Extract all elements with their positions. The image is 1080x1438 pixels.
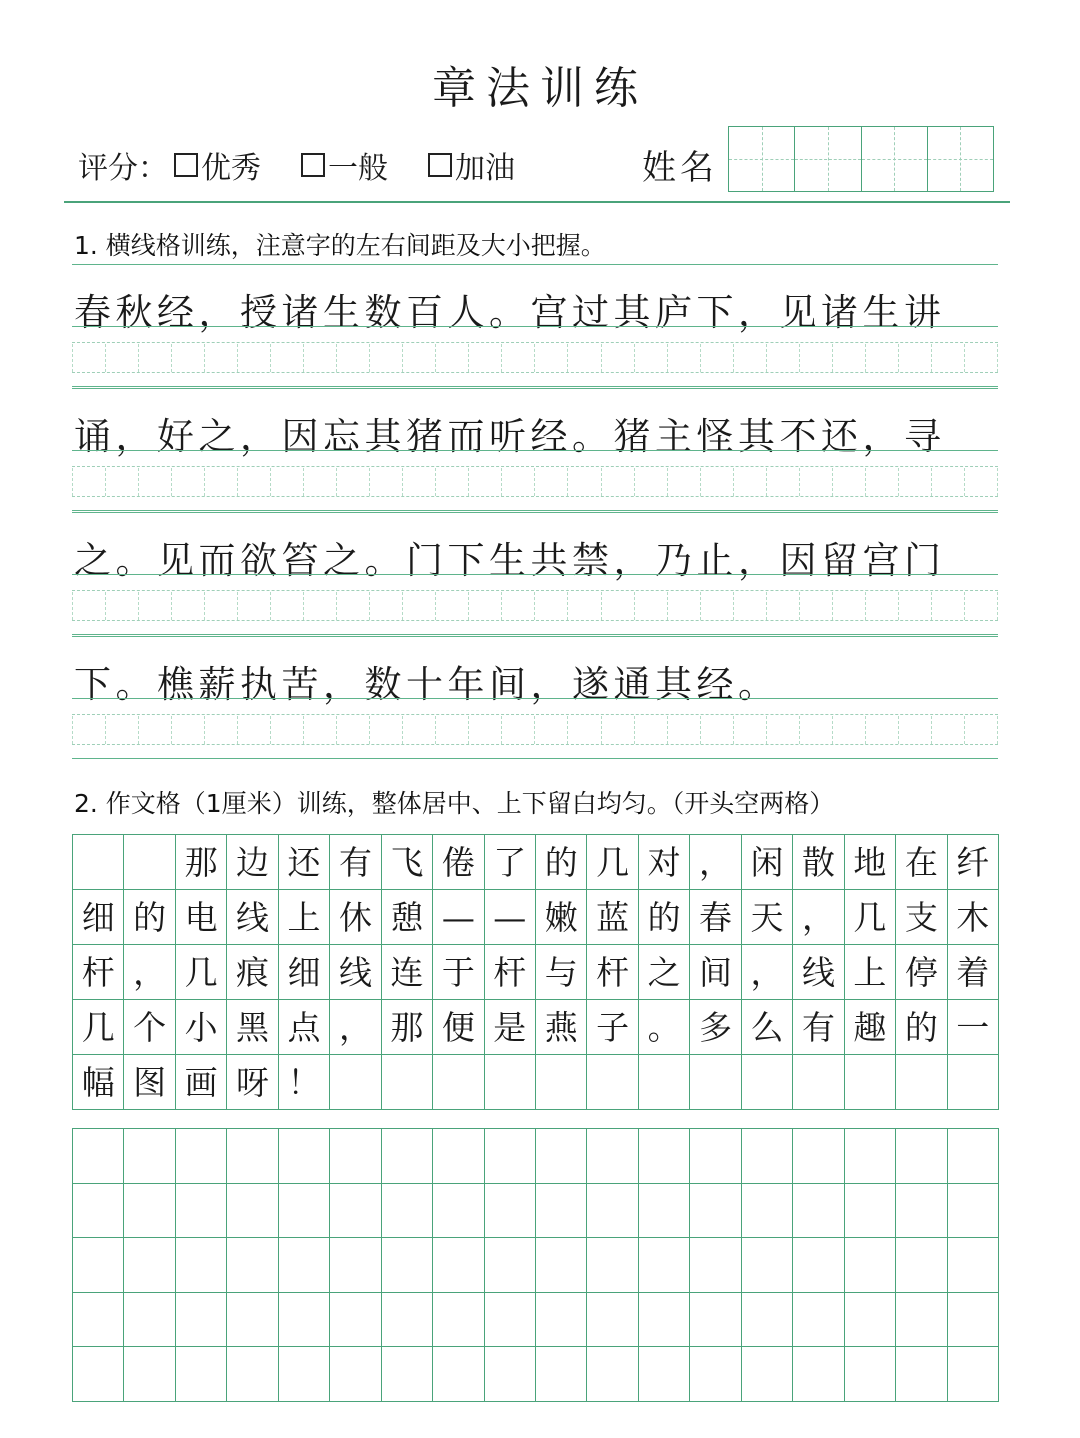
empty-grid-cell[interactable] — [485, 1293, 536, 1348]
ruled-line — [72, 758, 998, 759]
grid-cell: 燕 — [536, 1000, 587, 1055]
empty-grid-cell[interactable] — [73, 1347, 124, 1402]
grid-cell: 便 — [433, 1000, 484, 1055]
empty-grid-cell[interactable] — [279, 1184, 330, 1239]
ruled-line — [72, 698, 998, 699]
empty-grid-cell[interactable] — [587, 1129, 638, 1184]
grid-cell: 蓝 — [587, 890, 638, 945]
grid-cell: 散 — [793, 835, 844, 890]
empty-grid-cell[interactable] — [742, 1293, 793, 1348]
empty-grid-cell[interactable] — [948, 1129, 999, 1184]
empty-grid-cell[interactable] — [690, 1238, 741, 1293]
grid-cell: — — [485, 890, 536, 945]
empty-grid-cell[interactable] — [382, 1129, 433, 1184]
empty-grid-cell[interactable] — [896, 1184, 947, 1239]
empty-grid-cell[interactable] — [845, 1184, 896, 1239]
grid-cell: 杆 — [73, 945, 124, 1000]
empty-grid-cell[interactable] — [536, 1184, 587, 1239]
grid-cell: 之 — [639, 945, 690, 1000]
empty-grid-cell[interactable] — [845, 1238, 896, 1293]
grid-cell: ， — [793, 890, 844, 945]
dashed-line — [72, 342, 998, 343]
grid-cell: 画 — [176, 1055, 227, 1110]
grid-cell: 一 — [948, 1000, 999, 1055]
grid-cell: 停 — [896, 945, 947, 1000]
empty-grid-cell[interactable] — [896, 1129, 947, 1184]
empty-grid-cell[interactable] — [227, 1293, 278, 1348]
name-label: 姓名 — [642, 148, 718, 188]
empty-grid-cell[interactable] — [536, 1238, 587, 1293]
empty-grid-cell[interactable] — [227, 1129, 278, 1184]
checkbox[interactable] — [301, 153, 325, 177]
name-cell[interactable] — [862, 127, 928, 191]
empty-grid-cell[interactable] — [330, 1184, 381, 1239]
grid-cell — [896, 1055, 947, 1110]
empty-grid-cell[interactable] — [124, 1184, 175, 1239]
composition-grid-empty[interactable] — [72, 1128, 999, 1402]
empty-grid-cell[interactable] — [433, 1347, 484, 1402]
grid-cell: 细 — [279, 945, 330, 1000]
empty-grid-cell[interactable] — [124, 1129, 175, 1184]
grid-cell — [845, 1055, 896, 1110]
empty-grid-cell[interactable] — [227, 1184, 278, 1239]
grid-cell: 于 — [433, 945, 484, 1000]
grid-cell: 那 — [176, 835, 227, 890]
empty-grid-cell[interactable] — [793, 1184, 844, 1239]
empty-grid-cell[interactable] — [330, 1238, 381, 1293]
composition-grid-filled — [72, 834, 999, 1110]
section1-title: 1. 横线格训练，注意字的左右间距及大小把握。 — [74, 231, 606, 260]
empty-grid-cell[interactable] — [793, 1129, 844, 1184]
grid-cell: 线 — [330, 945, 381, 1000]
grid-cell — [485, 1055, 536, 1110]
ruled-line — [72, 450, 998, 451]
grid-cell: 对 — [639, 835, 690, 890]
empty-grid-cell[interactable] — [330, 1129, 381, 1184]
grid-cell: 在 — [896, 835, 947, 890]
grid-cell: 几 — [73, 1000, 124, 1055]
practice-text-line: 春秋经，授诸生数百人。宫过其庐下，见诸生讲 — [74, 291, 946, 334]
empty-grid-cell[interactable] — [742, 1238, 793, 1293]
rating-option-average[interactable] — [301, 143, 388, 187]
empty-grid-cell[interactable] — [330, 1347, 381, 1402]
empty-grid-cell[interactable] — [485, 1347, 536, 1402]
grid-cell: 杆 — [587, 945, 638, 1000]
grid-cell — [587, 1055, 638, 1110]
grid-cell: 纤 — [948, 835, 999, 890]
empty-grid-cell[interactable] — [587, 1184, 638, 1239]
grid-cell — [639, 1055, 690, 1110]
empty-grid-cell[interactable] — [536, 1293, 587, 1348]
grid-cell: 了 — [485, 835, 536, 890]
grid-cell: 上 — [845, 945, 896, 1000]
grid-cell: 几 — [176, 945, 227, 1000]
grid-cell — [536, 1055, 587, 1110]
empty-grid-cell[interactable] — [485, 1129, 536, 1184]
grid-cell: 嫩 — [536, 890, 587, 945]
empty-grid-cell[interactable] — [176, 1129, 227, 1184]
grid-cell: 倦 — [433, 835, 484, 890]
empty-grid-cell[interactable] — [124, 1238, 175, 1293]
empty-grid-cell[interactable] — [948, 1238, 999, 1293]
grid-cell: 有 — [330, 835, 381, 890]
grid-cell: 呀 — [227, 1055, 278, 1110]
name-cell[interactable] — [729, 127, 795, 191]
empty-grid-cell[interactable] — [948, 1347, 999, 1402]
grid-cell — [742, 1055, 793, 1110]
grid-cell: 多 — [690, 1000, 741, 1055]
grid-cell: 那 — [382, 1000, 433, 1055]
grid-cell: 的 — [536, 835, 587, 890]
ruled-line — [72, 636, 998, 637]
grid-cell: ， — [124, 945, 175, 1000]
empty-grid-cell[interactable] — [690, 1347, 741, 1402]
rating-option-label: 加油 — [455, 151, 515, 186]
empty-grid-cell[interactable] — [73, 1293, 124, 1348]
empty-grid-cell[interactable] — [690, 1129, 741, 1184]
empty-grid-cell[interactable] — [433, 1129, 484, 1184]
ruled-line — [72, 388, 998, 389]
empty-grid-cell[interactable] — [279, 1129, 330, 1184]
grid-cell: 黑 — [227, 1000, 278, 1055]
grid-cell: 线 — [793, 945, 844, 1000]
section2-title: 2. 作文格（1厘米）训练，整体居中、上下留白均匀。（开头空两格） — [74, 789, 835, 818]
ruled-line — [72, 634, 998, 635]
dashed-line — [72, 620, 998, 621]
grid-cell: 的 — [124, 890, 175, 945]
empty-grid-cell[interactable] — [587, 1238, 638, 1293]
empty-grid-cell[interactable] — [279, 1238, 330, 1293]
grid-cell: 个 — [124, 1000, 175, 1055]
empty-grid-cell[interactable] — [587, 1347, 638, 1402]
rating-option-keep-going[interactable] — [428, 143, 515, 187]
grid-cell: — — [433, 890, 484, 945]
empty-grid-cell[interactable] — [227, 1347, 278, 1402]
grid-cell: 春 — [690, 890, 741, 945]
rating-option-label: 一般 — [328, 151, 388, 186]
empty-grid-cell[interactable] — [382, 1347, 433, 1402]
grid-cell — [948, 1055, 999, 1110]
empty-grid-cell[interactable] — [639, 1129, 690, 1184]
empty-grid-cell[interactable] — [948, 1293, 999, 1348]
empty-grid-cell[interactable] — [382, 1293, 433, 1348]
name-field-grid[interactable] — [728, 126, 994, 192]
empty-grid-cell[interactable] — [639, 1347, 690, 1402]
name-cell[interactable] — [795, 127, 861, 191]
practice-text-line: 诵，好之，因忘其猪而听经。猪主怪其不还，寻 — [74, 415, 946, 458]
rating-option-excellent[interactable] — [174, 143, 261, 187]
tick-marks — [72, 344, 998, 372]
grid-cell: 憩 — [382, 890, 433, 945]
grid-cell: 是 — [485, 1000, 536, 1055]
grid-cell: 电 — [176, 890, 227, 945]
empty-grid-cell[interactable] — [279, 1293, 330, 1348]
empty-grid-cell[interactable] — [382, 1238, 433, 1293]
grid-cell: 上 — [279, 890, 330, 945]
grid-cell: 的 — [639, 890, 690, 945]
empty-grid-cell[interactable] — [536, 1129, 587, 1184]
empty-grid-cell[interactable] — [690, 1293, 741, 1348]
empty-grid-cell[interactable] — [485, 1184, 536, 1239]
empty-grid-cell[interactable] — [433, 1238, 484, 1293]
grid-cell: 连 — [382, 945, 433, 1000]
dashed-line — [72, 744, 998, 745]
ruled-line — [72, 510, 998, 511]
empty-grid-cell[interactable] — [742, 1129, 793, 1184]
grid-cell — [690, 1055, 741, 1110]
empty-grid-cell[interactable] — [330, 1293, 381, 1348]
empty-grid-cell[interactable] — [793, 1238, 844, 1293]
empty-grid-cell[interactable] — [639, 1293, 690, 1348]
grid-cell: 图 — [124, 1055, 175, 1110]
rating-row — [78, 140, 555, 190]
empty-grid-cell[interactable] — [948, 1184, 999, 1239]
empty-grid-cell[interactable] — [845, 1129, 896, 1184]
grid-cell: 线 — [227, 890, 278, 945]
empty-grid-cell[interactable] — [742, 1347, 793, 1402]
empty-grid-cell[interactable] — [433, 1184, 484, 1239]
empty-grid-cell[interactable] — [587, 1293, 638, 1348]
grid-cell: 的 — [896, 1000, 947, 1055]
page-title: 章法训练 — [432, 63, 648, 114]
empty-grid-cell[interactable] — [639, 1184, 690, 1239]
grid-cell: 小 — [176, 1000, 227, 1055]
grid-cell: 几 — [845, 890, 896, 945]
grid-cell: 休 — [330, 890, 381, 945]
grid-cell — [433, 1055, 484, 1110]
tick-marks — [72, 468, 998, 496]
empty-grid-cell[interactable] — [793, 1293, 844, 1348]
practice-text-line: 下。樵薪执苦，数十年间，遂通其经。 — [74, 663, 780, 706]
empty-grid-cell[interactable] — [690, 1184, 741, 1239]
grid-cell — [382, 1055, 433, 1110]
empty-grid-cell[interactable] — [176, 1347, 227, 1402]
rating-label: 评分： — [78, 151, 168, 186]
empty-grid-cell[interactable] — [639, 1238, 690, 1293]
empty-grid-cell[interactable] — [896, 1347, 947, 1402]
grid-cell: 边 — [227, 835, 278, 890]
tick-marks — [72, 716, 998, 744]
grid-cell: ， — [690, 835, 741, 890]
ruled-line — [72, 574, 998, 575]
grid-cell: 细 — [73, 890, 124, 945]
empty-grid-cell[interactable] — [124, 1347, 175, 1402]
ruled-line — [72, 386, 998, 387]
grid-cell: 还 — [279, 835, 330, 890]
rating-option-label: 优秀 — [201, 151, 261, 186]
grid-cell: 。 — [639, 1000, 690, 1055]
empty-grid-cell[interactable] — [896, 1293, 947, 1348]
checkbox[interactable] — [428, 153, 452, 177]
grid-cell: 子 — [587, 1000, 638, 1055]
empty-grid-cell[interactable] — [227, 1238, 278, 1293]
dashed-line — [72, 372, 998, 373]
empty-grid-cell[interactable] — [176, 1184, 227, 1239]
empty-grid-cell[interactable] — [73, 1129, 124, 1184]
grid-cell: 几 — [587, 835, 638, 890]
grid-cell: 木 — [948, 890, 999, 945]
ruled-line — [72, 264, 998, 265]
grid-cell: ！ — [279, 1055, 330, 1110]
grid-cell: 么 — [742, 1000, 793, 1055]
grid-cell — [793, 1055, 844, 1110]
ruled-line — [72, 512, 998, 513]
grid-cell: 间 — [690, 945, 741, 1000]
grid-cell: 飞 — [382, 835, 433, 890]
empty-grid-cell[interactable] — [73, 1184, 124, 1239]
grid-cell: 趣 — [845, 1000, 896, 1055]
grid-cell: 与 — [536, 945, 587, 1000]
empty-grid-cell[interactable] — [176, 1293, 227, 1348]
empty-grid-cell[interactable] — [433, 1293, 484, 1348]
grid-cell: 地 — [845, 835, 896, 890]
practice-text-line: 之。见而欲笞之。门下生共禁，乃止，因留宫门 — [74, 539, 946, 582]
name-cell[interactable] — [928, 127, 993, 191]
empty-grid-cell[interactable] — [793, 1347, 844, 1402]
empty-grid-cell[interactable] — [382, 1184, 433, 1239]
grid-cell: 天 — [742, 890, 793, 945]
grid-cell: 闲 — [742, 835, 793, 890]
empty-grid-cell[interactable] — [536, 1347, 587, 1402]
grid-cell — [124, 835, 175, 890]
dashed-line — [72, 714, 998, 715]
header-divider — [64, 201, 1010, 203]
empty-grid-cell[interactable] — [845, 1347, 896, 1402]
grid-cell: 支 — [896, 890, 947, 945]
grid-cell: 痕 — [227, 945, 278, 1000]
ruled-line — [72, 326, 998, 327]
empty-grid-cell[interactable] — [73, 1238, 124, 1293]
grid-cell: ， — [742, 945, 793, 1000]
grid-cell: 点 — [279, 1000, 330, 1055]
empty-grid-cell[interactable] — [176, 1238, 227, 1293]
dashed-line — [72, 466, 998, 467]
empty-grid-cell[interactable] — [845, 1293, 896, 1348]
empty-grid-cell[interactable] — [124, 1293, 175, 1348]
dashed-line — [72, 590, 998, 591]
grid-cell: 有 — [793, 1000, 844, 1055]
grid-cell: 幅 — [73, 1055, 124, 1110]
empty-grid-cell[interactable] — [279, 1347, 330, 1402]
grid-cell: 杆 — [485, 945, 536, 1000]
grid-cell — [73, 835, 124, 890]
grid-cell: 着 — [948, 945, 999, 1000]
empty-grid-cell[interactable] — [742, 1184, 793, 1239]
grid-cell: ， — [330, 1000, 381, 1055]
tick-marks — [72, 592, 998, 620]
empty-grid-cell[interactable] — [485, 1238, 536, 1293]
empty-grid-cell[interactable] — [896, 1238, 947, 1293]
checkbox[interactable] — [174, 153, 198, 177]
grid-cell — [330, 1055, 381, 1110]
dashed-line — [72, 496, 998, 497]
